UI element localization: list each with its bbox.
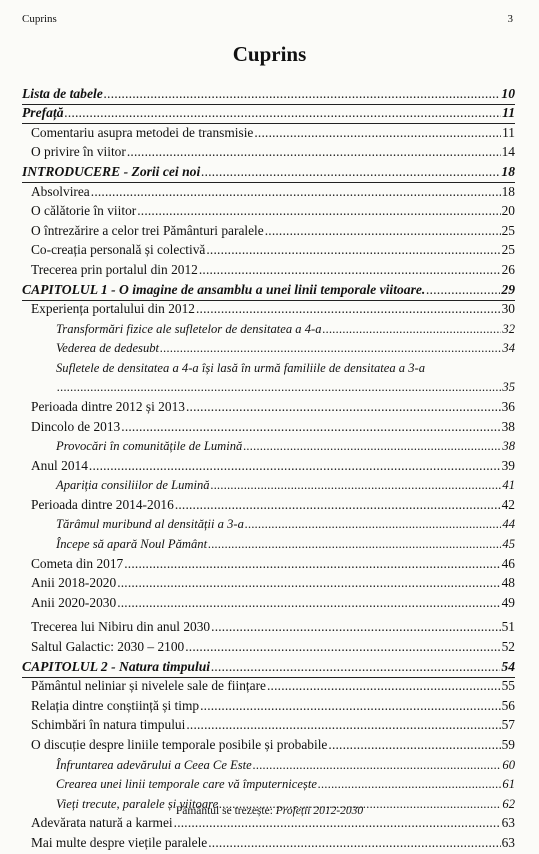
toc-page-number: 30 <box>501 301 515 317</box>
toc-entry-title: O călătorie în viitor <box>31 203 137 219</box>
toc-page-number: 32 <box>502 321 515 336</box>
toc-entry-title: Dincolo de 2013 <box>31 418 121 434</box>
toc-leader-dots <box>186 717 500 733</box>
toc-chapter-entry[interactable] <box>22 85 515 105</box>
toc-entry[interactable] <box>22 222 515 242</box>
toc-entry[interactable] <box>22 638 515 658</box>
toc-page-number: 59 <box>501 737 515 752</box>
toc-entry-title: Începe să apară Noul Pământ <box>56 537 208 552</box>
toc-page-number: 60 <box>502 757 515 772</box>
table-of-contents <box>22 85 515 854</box>
toc-entry[interactable] <box>22 261 515 281</box>
toc-entry[interactable] <box>22 756 515 776</box>
toc-leader-dots <box>254 125 501 141</box>
toc-page-number: 26 <box>501 261 515 277</box>
toc-entry[interactable] <box>22 340 515 360</box>
toc-page-number: 63 <box>501 815 515 831</box>
toc-page-number: 25 <box>501 222 515 238</box>
toc-leader-dots <box>201 164 500 180</box>
toc-leader-dots <box>328 737 500 753</box>
toc-entry[interactable] <box>22 535 515 555</box>
toc-page-number: 52 <box>501 639 515 655</box>
toc-entry-title: Lista de tabele <box>22 85 103 101</box>
toc-entry-title: Apariția consiliilor de Lumină <box>56 478 210 493</box>
toc-leader-dots <box>426 282 500 298</box>
toc-entry[interactable] <box>22 678 515 698</box>
toc-leader-dots <box>253 758 502 773</box>
toc-entry-title: Transformări fizice ale sufletelor de densitatea a 4-a <box>56 321 322 336</box>
toc-leader-dots <box>196 301 501 317</box>
toc-page-number: 63 <box>501 834 515 850</box>
toc-entry[interactable] <box>22 575 515 595</box>
toc-entry-title: Provocări în comunitățile de Lumină <box>56 439 243 454</box>
toc-entry-title: Adevărata natură a karmei <box>31 815 173 831</box>
toc-leader-dots <box>211 478 502 493</box>
toc-leader-dots <box>323 322 502 337</box>
toc-chapter-entry[interactable] <box>22 163 515 183</box>
toc-page-number: 35 <box>502 380 515 395</box>
toc-page-number: 55 <box>501 678 515 694</box>
toc-page-number: 61 <box>502 777 515 792</box>
toc-entry[interactable] <box>22 242 515 262</box>
running-head-section: Cuprins <box>22 13 57 25</box>
page-number: 3 <box>507 13 513 25</box>
toc-page-number: 34 <box>502 341 515 356</box>
toc-leader-dots <box>245 517 502 532</box>
toc-page-number: 39 <box>501 457 515 473</box>
toc-entry[interactable] <box>22 516 515 536</box>
toc-entry[interactable] <box>22 203 515 223</box>
toc-entry-title: O privire în viitor <box>31 144 126 160</box>
toc-entry-title: Anii 2020-2030 <box>31 594 117 610</box>
toc-entry-title: Pământul neliniar și nivelele sale de ființare <box>31 678 266 694</box>
footer-book-subtitle: Profeții 2012-2030 <box>275 805 364 817</box>
toc-entry[interactable] <box>22 144 515 164</box>
toc-chapter-entry[interactable] <box>22 105 515 125</box>
toc-entry-title: Absolvirea <box>31 183 90 199</box>
toc-page-number: 10 <box>501 85 515 101</box>
toc-leader-dots <box>137 203 500 219</box>
toc-entry-title: CAPITOLUL 2 - Natura timpului <box>22 658 211 674</box>
toc-page-number: 11 <box>502 124 515 140</box>
toc-entry-title: Experiența portalului din 2012 <box>31 301 195 317</box>
toc-leader-dots <box>160 341 501 356</box>
toc-page-number: 20 <box>501 203 515 219</box>
toc-leader-dots <box>200 698 501 714</box>
toc-leader-dots <box>117 595 500 611</box>
toc-entry-title: Anul 2014 <box>31 457 88 473</box>
toc-leader-dots <box>211 659 500 675</box>
toc-entry-title: O întrezărire a celor trei Pământuri paralele <box>31 222 264 238</box>
toc-entry[interactable] <box>22 717 515 737</box>
toc-page-number: 38 <box>502 439 515 454</box>
toc-entry[interactable] <box>22 736 515 756</box>
toc-entry[interactable] <box>22 418 515 438</box>
footer-book-title: Pământul se trezește: <box>175 805 276 817</box>
toc-chapter-entry[interactable] <box>22 281 515 301</box>
toc-entry[interactable] <box>22 496 515 516</box>
toc-entry[interactable] <box>22 555 515 575</box>
toc-page-number: 18 <box>501 163 515 179</box>
toc-entry-title: Comentariu asupra metodei de transmisie <box>31 124 254 140</box>
toc-page-number: 49 <box>501 594 515 610</box>
toc-entry-title: Vederea de dedesubt <box>56 341 160 356</box>
toc-entry-title: Tărâmul muribund al densității a 3-a <box>56 517 244 532</box>
toc-leader-dots <box>117 575 500 591</box>
toc-leader-dots <box>208 537 501 552</box>
toc-page-number: 46 <box>501 555 515 571</box>
toc-chapter-entry[interactable] <box>22 658 515 678</box>
toc-entry-title: Vieți trecute, paralele și viitoare <box>56 796 219 811</box>
toc-page-number: 56 <box>501 697 515 713</box>
toc-entry[interactable] <box>22 359 515 398</box>
toc-entry[interactable] <box>22 124 515 144</box>
toc-page-number: 29 <box>501 281 515 297</box>
toc-entry-title: Schimbări în natura timpului <box>31 717 186 733</box>
toc-entry[interactable] <box>22 834 515 854</box>
toc-leader-dots <box>121 419 500 435</box>
toc-leader-dots <box>186 399 501 415</box>
toc-page-number: 41 <box>502 478 515 493</box>
toc-entry-title: Relația dintre conștiință și timp <box>31 697 200 713</box>
toc-entry[interactable] <box>22 301 515 321</box>
toc-entry[interactable] <box>22 398 515 418</box>
toc-entry[interactable] <box>22 320 515 340</box>
toc-leader-dots <box>124 556 500 572</box>
toc-entry-title: Perioada dintre 2012 și 2013 <box>31 398 185 414</box>
toc-page-number: 44 <box>502 517 515 532</box>
toc-leader-dots <box>206 242 500 258</box>
toc-leader-dots <box>174 815 501 831</box>
toc-entry[interactable] <box>22 438 515 458</box>
toc-entry[interactable] <box>22 183 515 203</box>
toc-leader-dots <box>199 262 501 278</box>
toc-page-number: 48 <box>501 575 515 591</box>
toc-leader-dots <box>104 86 501 102</box>
toc-entry-title: Cometa din 2017 <box>31 555 124 571</box>
toc-page-number: 54 <box>501 658 515 674</box>
toc-entry[interactable] <box>22 457 515 477</box>
toc-leader-dots <box>267 678 501 694</box>
toc-page-number: 14 <box>501 144 515 160</box>
toc-leader-dots <box>91 184 501 200</box>
toc-entry-title: Mai multe despre viețile paralele <box>31 834 208 850</box>
toc-leader-dots <box>211 619 500 635</box>
toc-entry-title: Trecerea prin portalul din 2012 <box>31 261 198 277</box>
toc-leader-dots <box>265 223 501 239</box>
toc-entry-title: Co-creația personală și colectivă <box>31 242 206 258</box>
toc-leader-dots <box>89 458 501 474</box>
toc-page-number: 18 <box>501 183 515 199</box>
toc-entry[interactable] <box>22 619 515 639</box>
toc-page-number: 25 <box>501 242 515 258</box>
toc-entry-title: Anii 2018-2020 <box>31 575 117 591</box>
toc-entry[interactable] <box>22 776 515 796</box>
toc-page-number: 57 <box>501 717 515 733</box>
toc-page-number: 51 <box>501 619 515 635</box>
toc-entry[interactable] <box>22 477 515 497</box>
toc-entry-title: Sufletele de densitatea a 4-a își lasă în urmă familiile de densitatea a 3-a <box>56 361 426 376</box>
toc-page-number: 11 <box>502 105 515 121</box>
toc-leader-dots <box>208 835 500 851</box>
toc-entry[interactable] <box>22 697 515 717</box>
page-title: Cuprins <box>232 42 307 66</box>
toc-entry-title: O discuție despre liniile temporale posibile și probabile <box>31 737 328 752</box>
toc-entry-title: Trecerea lui Nibiru din anul 2030 <box>31 619 211 635</box>
toc-entry[interactable] <box>22 815 515 835</box>
toc-page-number: 45 <box>502 537 515 552</box>
footer <box>0 805 539 817</box>
toc-leader-dots <box>65 105 502 121</box>
toc-page-number: 38 <box>501 418 515 434</box>
toc-entry-title: Perioada dintre 2014-2016 <box>31 496 174 512</box>
toc-entry[interactable] <box>22 594 515 614</box>
toc-entry-title: Saltul Galactic: 2030 – 2100 <box>31 639 185 655</box>
toc-leader-dots <box>318 777 501 792</box>
toc-entry-title: INTRODUCERE - Zorii cei noi <box>22 163 201 179</box>
toc-leader-dots <box>243 439 501 454</box>
toc-page-number: 36 <box>501 398 515 414</box>
toc-entry-title: Înfruntarea adevărului a Ceea Ce Este <box>56 757 252 772</box>
toc-entry-title: CAPITOLUL 1 - O imagine de ansamblu a unei linii temporale viitoare. <box>22 281 426 297</box>
toc-entry-title: Crearea unei linii temporale care vă împuternicește <box>56 777 317 792</box>
toc-leader-dots <box>57 380 501 395</box>
toc-entry-title: Prefață <box>22 105 64 121</box>
toc-leader-dots <box>127 144 501 160</box>
toc-leader-dots <box>175 497 501 513</box>
toc-page-number: 62 <box>502 796 515 811</box>
toc-page-number: 42 <box>501 496 515 512</box>
toc-leader-dots <box>185 639 500 655</box>
running-head <box>22 13 517 27</box>
